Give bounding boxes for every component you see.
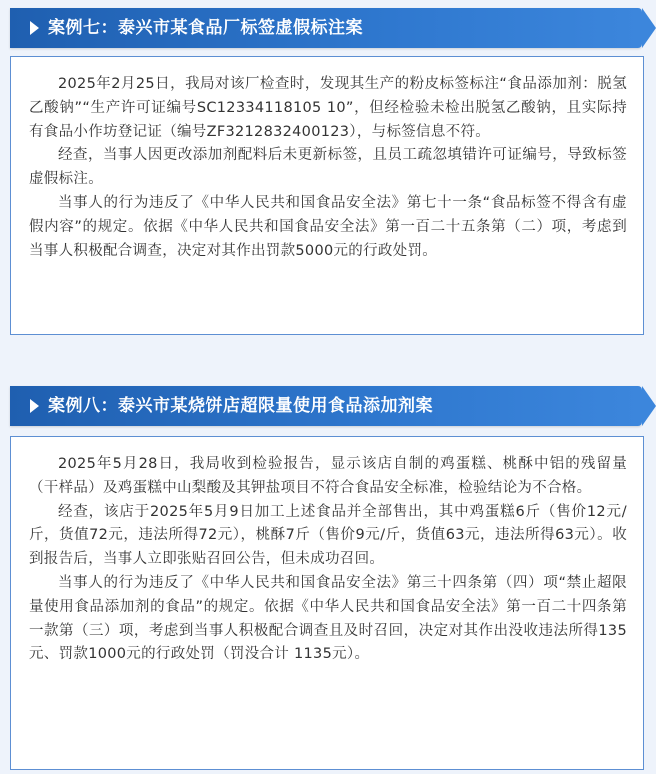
case-7-section [0, 0, 656, 335]
case-7-content-box [10, 56, 644, 335]
case-7-title: 案例七：泰兴市某食品厂标签虚假标注案 [48, 18, 363, 38]
case-7-paragraph-2: 经查，当事人因更改添加剂配料后未更新标签，且员工疏忽填错许可证编号，导致标签虚假标注。 [29, 147, 627, 188]
case-8-section [0, 378, 656, 770]
case-7-header [0, 0, 656, 48]
arrow-right-icon [30, 21, 39, 35]
case-8-paragraph-1: 2025年5月28日，我局收到检验报告，显示该店自制的鸡蛋糕、桃酥中铝的残留量（干样品）及鸡蛋糕中山梨酸及其钾盐项目不符合食品安全标准，检验结论为不合格。 [29, 456, 627, 496]
case-8-paragraph-2: 经查，该店于2025年5月9日加工上述食品并全部售出，其中鸡蛋糕6斤（售价12元/斤，货值72元，违法所得72元），桃酥7斤（售价9元/斤，货值63元，违法所得63元）。收到报告后，当事人立即张贴召回公告，但未成功召回。 [29, 503, 627, 568]
case-7-paragraph-3: 当事人的行为违反了《中华人民共和国食品安全法》第七十一条“食品标签不得含有虚假内容”的规定。依据《中华人民共和国食品安全法》第一百二十五条第（二）项，考虑到当事人积极配合调查，决定对其作出罚款5000元的行政处罚。 [29, 194, 627, 259]
arrow-right-icon [30, 399, 39, 413]
case-8-content-box [10, 436, 644, 770]
case-8-title: 案例八：泰兴市某烧饼店超限量使用食品添加剂案 [48, 396, 433, 416]
case-8-paragraph-3: 当事人的行为违反了《中华人民共和国食品安全法》第三十四条第（四）项“禁止超限量使用食品添加剂的食品”的规定。依据《中华人民共和国食品安全法》第一百二十四条第一款第（三）项，考虑到当事人积极配合调查且及时召回，决定对其作出没收违法所得135元、罚款1000元的行政处罚（罚没合计 1135元）。 [29, 574, 627, 663]
case-7-paragraph-1: 2025年2月25日，我局对该厂检查时，发现其生产的粉皮标签标注“食品添加剂：脱氢乙酸钠”“生产许可证编号SC12334118105 10”，但经检验未检出脱氢乙酸钠，且实际持有食品小作坊登记证（编号ZF3212832400123），与标签信息不符。 [29, 76, 627, 140]
case-8-header [0, 378, 656, 426]
case-7-banner [10, 8, 642, 48]
case-8-banner [10, 386, 642, 426]
